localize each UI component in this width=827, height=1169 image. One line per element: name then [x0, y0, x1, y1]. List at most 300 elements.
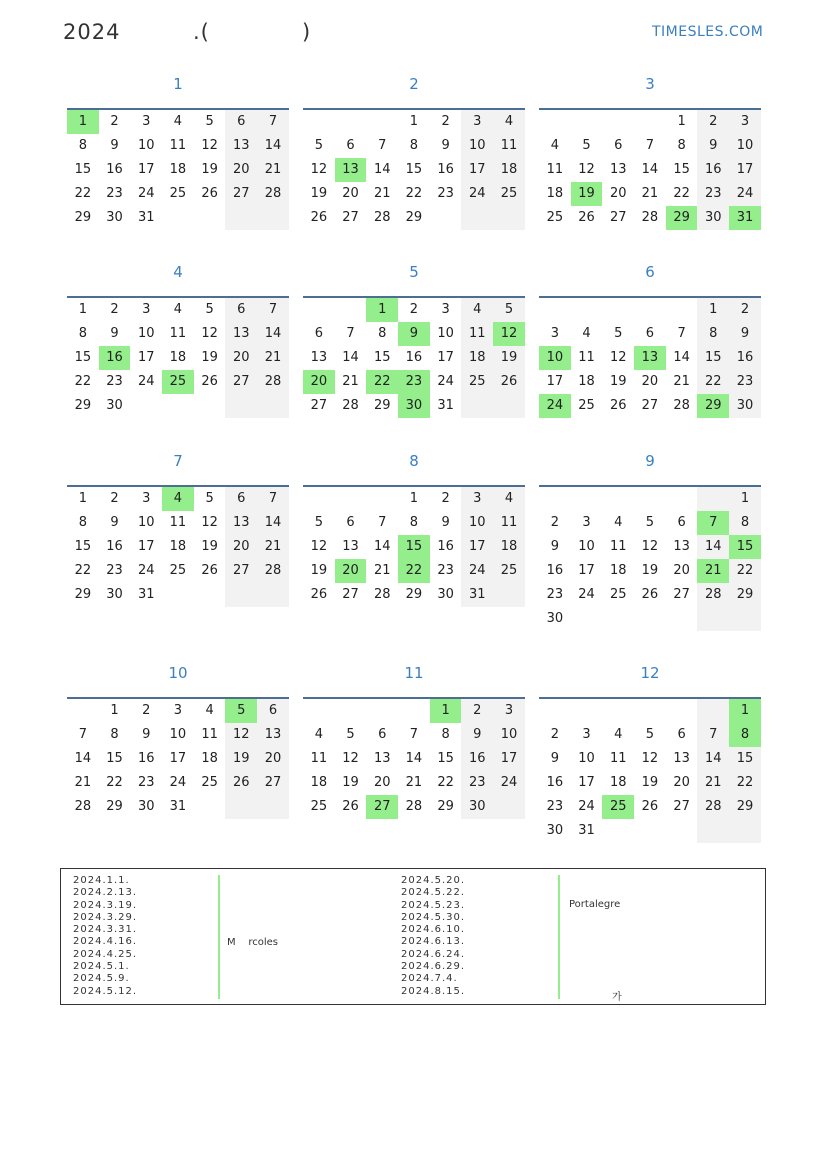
day-cell[interactable]: 1 [409, 114, 419, 129]
day-cell[interactable]: 23 [729, 370, 761, 394]
day-cell[interactable]: 1 [697, 298, 729, 322]
day-cell[interactable]: 16 [461, 747, 493, 771]
day-cell[interactable]: 17 [137, 162, 155, 177]
day-cell[interactable]: 4 [205, 703, 214, 718]
day-cell[interactable]: 25 [201, 775, 218, 790]
day-cell[interactable]: 1 [677, 114, 686, 129]
holiday-day[interactable]: 25 [162, 370, 194, 394]
day-cell[interactable]: 22 [673, 186, 690, 201]
day-cell[interactable]: 18 [609, 775, 627, 790]
day-cell[interactable]: 3 [550, 326, 559, 341]
day-cell[interactable]: 16 [729, 346, 761, 370]
day-cell[interactable]: 2 [441, 114, 450, 129]
day-cell[interactable]: 11 [546, 162, 564, 177]
day-cell[interactable]: 17 [461, 535, 493, 559]
holiday-day[interactable]: 29 [697, 394, 729, 418]
day-cell[interactable]: 16 [546, 775, 564, 790]
holiday-day[interactable]: 1 [430, 699, 462, 723]
day-cell[interactable]: 3 [142, 114, 151, 129]
day-cell[interactable]: 13 [225, 511, 257, 535]
holiday-day[interactable]: 9 [398, 322, 430, 346]
day-cell[interactable]: 3 [582, 727, 591, 742]
day-cell[interactable]: 12 [641, 539, 659, 554]
day-cell[interactable]: 14 [257, 322, 289, 346]
day-cell[interactable]: 21 [257, 346, 289, 370]
day-cell[interactable]: 5 [314, 138, 323, 153]
day-cell[interactable]: 16 [106, 162, 123, 177]
day-cell[interactable]: 14 [697, 535, 729, 559]
day-cell[interactable]: 15 [697, 346, 729, 370]
day-cell[interactable]: 15 [729, 747, 761, 771]
day-cell[interactable]: 7 [78, 727, 87, 742]
holiday-day[interactable]: 12 [493, 322, 525, 346]
day-cell[interactable]: 2 [110, 114, 119, 129]
day-cell[interactable]: 11 [578, 350, 595, 365]
holiday-day[interactable]: 7 [697, 511, 729, 535]
day-cell[interactable]: 28 [641, 210, 659, 225]
day-cell[interactable]: 29 [405, 210, 423, 225]
day-cell[interactable]: 13 [310, 350, 328, 365]
day-cell[interactable]: 15 [74, 350, 92, 365]
day-cell[interactable]: 21 [673, 374, 690, 389]
day-cell[interactable]: 8 [409, 515, 419, 530]
day-cell[interactable]: 31 [578, 823, 595, 838]
day-cell[interactable]: 4 [614, 515, 623, 530]
day-cell[interactable]: 10 [729, 134, 761, 158]
day-cell[interactable]: 18 [169, 539, 187, 554]
day-cell[interactable]: 13 [373, 751, 391, 766]
day-cell[interactable]: 2 [110, 302, 119, 317]
day-cell[interactable]: 23 [437, 563, 454, 578]
day-cell[interactable]: 31 [437, 398, 454, 413]
day-cell[interactable]: 29 [74, 587, 92, 602]
day-cell[interactable]: 24 [137, 563, 155, 578]
day-cell[interactable]: 3 [461, 487, 493, 511]
day-cell[interactable]: 27 [609, 210, 627, 225]
day-cell[interactable]: 27 [225, 559, 257, 583]
day-cell[interactable]: 23 [437, 186, 454, 201]
day-cell[interactable]: 2 [409, 302, 419, 317]
day-cell[interactable]: 11 [169, 326, 187, 341]
day-cell[interactable]: 10 [137, 326, 155, 341]
day-cell[interactable]: 22 [74, 374, 92, 389]
day-cell[interactable]: 2 [697, 110, 729, 134]
day-cell[interactable]: 5 [645, 515, 655, 530]
day-cell[interactable]: 13 [257, 723, 289, 747]
day-cell[interactable]: 22 [74, 563, 92, 578]
day-cell[interactable]: 1 [409, 491, 419, 506]
day-cell[interactable]: 28 [673, 398, 690, 413]
day-cell[interactable]: 25 [461, 370, 493, 394]
day-cell[interactable]: 5 [205, 114, 214, 129]
day-cell[interactable]: 30 [697, 206, 729, 230]
day-cell[interactable]: 15 [437, 751, 454, 766]
day-cell[interactable]: 11 [493, 511, 525, 535]
day-cell[interactable]: 8 [78, 138, 87, 153]
day-cell[interactable]: 9 [110, 138, 119, 153]
day-cell[interactable]: 20 [225, 535, 257, 559]
day-cell[interactable]: 31 [137, 587, 155, 602]
day-cell[interactable]: 13 [609, 162, 627, 177]
day-cell[interactable]: 7 [677, 326, 686, 341]
day-cell[interactable]: 12 [310, 539, 328, 554]
day-cell[interactable]: 26 [201, 374, 218, 389]
day-cell[interactable]: 1 [78, 302, 87, 317]
day-cell[interactable]: 6 [346, 138, 355, 153]
day-cell[interactable]: 9 [110, 515, 119, 530]
day-cell[interactable]: 21 [697, 771, 729, 795]
day-cell[interactable]: 16 [405, 350, 423, 365]
day-cell[interactable]: 17 [493, 747, 525, 771]
day-cell[interactable]: 26 [201, 563, 218, 578]
day-cell[interactable]: 18 [546, 186, 564, 201]
day-cell[interactable]: 28 [342, 398, 359, 413]
day-cell[interactable]: 28 [257, 370, 289, 394]
day-cell[interactable]: 15 [74, 162, 92, 177]
day-cell[interactable]: 14 [405, 751, 423, 766]
day-cell[interactable]: 27 [310, 398, 328, 413]
day-cell[interactable]: 16 [437, 162, 454, 177]
holiday-day[interactable]: 23 [398, 370, 430, 394]
day-cell[interactable]: 12 [201, 326, 218, 341]
day-cell[interactable]: 28 [74, 799, 92, 814]
day-cell[interactable]: 31 [169, 799, 187, 814]
day-cell[interactable]: 4 [614, 727, 623, 742]
day-cell[interactable]: 25 [493, 182, 525, 206]
day-cell[interactable]: 5 [346, 727, 355, 742]
day-cell[interactable]: 19 [493, 346, 525, 370]
day-cell[interactable]: 23 [106, 563, 123, 578]
day-cell[interactable]: 6 [314, 326, 323, 341]
day-cell[interactable]: 20 [373, 775, 391, 790]
day-cell[interactable]: 10 [493, 723, 525, 747]
day-cell[interactable]: 9 [441, 138, 450, 153]
day-cell[interactable]: 6 [378, 727, 387, 742]
day-cell[interactable]: 21 [373, 563, 391, 578]
day-cell[interactable]: 3 [729, 110, 761, 134]
holiday-day[interactable]: 1 [366, 298, 398, 322]
day-cell[interactable]: 29 [74, 398, 92, 413]
holiday-day[interactable]: 16 [99, 346, 131, 370]
day-cell[interactable]: 6 [645, 326, 655, 341]
day-cell[interactable]: 11 [609, 539, 627, 554]
day-cell[interactable]: 17 [461, 158, 493, 182]
day-cell[interactable]: 18 [493, 535, 525, 559]
day-cell[interactable]: 24 [169, 775, 187, 790]
day-cell[interactable]: 8 [78, 515, 87, 530]
day-cell[interactable]: 7 [346, 326, 355, 341]
day-cell[interactable]: 15 [673, 162, 690, 177]
day-cell[interactable]: 17 [729, 158, 761, 182]
holiday-day[interactable]: 29 [666, 206, 698, 230]
day-cell[interactable]: 7 [257, 298, 289, 322]
day-cell[interactable]: 24 [493, 771, 525, 795]
day-cell[interactable]: 27 [673, 587, 690, 602]
day-cell[interactable]: 14 [697, 747, 729, 771]
day-cell[interactable]: 11 [310, 751, 328, 766]
day-cell[interactable]: 18 [169, 162, 187, 177]
day-cell[interactable]: 19 [609, 374, 627, 389]
day-cell[interactable]: 4 [550, 138, 559, 153]
day-cell[interactable]: 29 [437, 799, 454, 814]
day-cell[interactable]: 10 [461, 134, 493, 158]
day-cell[interactable]: 27 [673, 799, 690, 814]
holiday-day[interactable]: 22 [366, 370, 398, 394]
day-cell[interactable]: 30 [546, 611, 564, 626]
day-cell[interactable]: 19 [310, 563, 328, 578]
day-cell[interactable]: 6 [677, 515, 686, 530]
day-cell[interactable]: 29 [729, 583, 761, 607]
day-cell[interactable]: 2 [441, 491, 450, 506]
holiday-day[interactable]: 31 [729, 206, 761, 230]
day-cell[interactable]: 29 [729, 795, 761, 819]
day-cell[interactable]: 28 [697, 583, 729, 607]
day-cell[interactable]: 9 [697, 134, 729, 158]
day-cell[interactable]: 19 [310, 186, 328, 201]
day-cell[interactable]: 18 [461, 346, 493, 370]
day-cell[interactable]: 10 [461, 511, 493, 535]
day-cell[interactable]: 23 [106, 374, 123, 389]
day-cell[interactable]: 26 [310, 587, 328, 602]
day-cell[interactable]: 4 [173, 302, 183, 317]
day-cell[interactable]: 20 [225, 158, 257, 182]
day-cell[interactable]: 28 [257, 559, 289, 583]
day-cell[interactable]: 24 [578, 587, 595, 602]
day-cell[interactable]: 24 [729, 182, 761, 206]
day-cell[interactable]: 16 [697, 158, 729, 182]
day-cell[interactable]: 13 [342, 539, 359, 554]
day-cell[interactable]: 13 [673, 539, 690, 554]
day-cell[interactable]: 22 [106, 775, 123, 790]
day-cell[interactable]: 17 [169, 751, 187, 766]
day-cell[interactable]: 5 [205, 302, 214, 317]
day-cell[interactable]: 30 [106, 398, 123, 413]
day-cell[interactable]: 14 [257, 511, 289, 535]
day-cell[interactable]: 10 [169, 727, 187, 742]
day-cell[interactable]: 20 [673, 775, 690, 790]
day-cell[interactable]: 22 [405, 186, 423, 201]
day-cell[interactable]: 13 [673, 751, 690, 766]
day-cell[interactable]: 25 [310, 799, 328, 814]
day-cell[interactable]: 28 [697, 795, 729, 819]
day-cell[interactable]: 18 [169, 350, 187, 365]
holiday-day[interactable]: 5 [225, 699, 257, 723]
day-cell[interactable]: 30 [137, 799, 155, 814]
day-cell[interactable]: 7 [378, 138, 387, 153]
day-cell[interactable]: 18 [310, 775, 328, 790]
day-cell[interactable]: 12 [609, 350, 627, 365]
day-cell[interactable]: 16 [137, 751, 155, 766]
day-cell[interactable]: 9 [461, 723, 493, 747]
day-cell[interactable]: 18 [201, 751, 218, 766]
day-cell[interactable]: 23 [546, 587, 564, 602]
day-cell[interactable]: 4 [314, 727, 323, 742]
day-cell[interactable]: 14 [74, 751, 92, 766]
day-cell[interactable]: 12 [641, 751, 659, 766]
day-cell[interactable]: 26 [641, 799, 659, 814]
day-cell[interactable]: 8 [409, 138, 419, 153]
day-cell[interactable]: 9 [550, 751, 559, 766]
day-cell[interactable]: 12 [201, 138, 218, 153]
holiday-day[interactable]: 4 [162, 487, 194, 511]
brand-logo[interactable]: TIMESLES.COM [652, 24, 764, 40]
day-cell[interactable]: 30 [546, 823, 564, 838]
day-cell[interactable]: 11 [461, 322, 493, 346]
day-cell[interactable]: 30 [461, 795, 493, 819]
day-cell[interactable]: 11 [493, 134, 525, 158]
day-cell[interactable]: 29 [373, 398, 391, 413]
day-cell[interactable]: 17 [437, 350, 454, 365]
day-cell[interactable]: 24 [578, 799, 595, 814]
day-cell[interactable]: 8 [78, 326, 87, 341]
day-cell[interactable]: 19 [641, 775, 659, 790]
day-cell[interactable]: 25 [169, 186, 187, 201]
day-cell[interactable]: 8 [441, 727, 450, 742]
day-cell[interactable]: 3 [142, 491, 151, 506]
day-cell[interactable]: 4 [173, 114, 183, 129]
day-cell[interactable]: 3 [493, 699, 525, 723]
day-cell[interactable]: 17 [137, 350, 155, 365]
day-cell[interactable]: 12 [578, 162, 595, 177]
holiday-day[interactable]: 13 [335, 158, 367, 182]
day-cell[interactable]: 16 [437, 539, 454, 554]
day-cell[interactable]: 11 [201, 727, 218, 742]
day-cell[interactable]: 31 [137, 210, 155, 225]
day-cell[interactable]: 21 [342, 374, 359, 389]
day-cell[interactable]: 6 [225, 487, 257, 511]
holiday-day[interactable]: 10 [539, 346, 571, 370]
day-cell[interactable]: 22 [729, 559, 761, 583]
day-cell[interactable]: 27 [641, 398, 659, 413]
day-cell[interactable]: 14 [342, 350, 359, 365]
day-cell[interactable]: 11 [169, 515, 187, 530]
day-cell[interactable]: 1 [729, 487, 761, 511]
day-cell[interactable]: 30 [106, 210, 123, 225]
day-cell[interactable]: 10 [578, 539, 595, 554]
day-cell[interactable]: 25 [169, 563, 187, 578]
day-cell[interactable]: 26 [609, 398, 627, 413]
day-cell[interactable]: 24 [437, 374, 454, 389]
day-cell[interactable]: 25 [493, 559, 525, 583]
holiday-day[interactable]: 22 [398, 559, 430, 583]
day-cell[interactable]: 8 [697, 322, 729, 346]
holiday-day[interactable]: 1 [729, 699, 761, 723]
holiday-day[interactable]: 19 [571, 182, 603, 206]
holiday-day[interactable]: 15 [729, 535, 761, 559]
day-cell[interactable]: 2 [550, 515, 559, 530]
day-cell[interactable]: 18 [609, 563, 627, 578]
day-cell[interactable]: 25 [578, 398, 595, 413]
day-cell[interactable]: 4 [493, 487, 525, 511]
day-cell[interactable]: 27 [342, 587, 359, 602]
holiday-day[interactable]: 24 [539, 394, 571, 418]
day-cell[interactable]: 14 [373, 539, 391, 554]
day-cell[interactable]: 3 [461, 110, 493, 134]
day-cell[interactable]: 8 [729, 511, 761, 535]
day-cell[interactable]: 28 [373, 587, 391, 602]
day-cell[interactable]: 20 [257, 747, 289, 771]
day-cell[interactable]: 6 [614, 138, 623, 153]
day-cell[interactable]: 20 [641, 374, 659, 389]
day-cell[interactable]: 31 [461, 583, 493, 607]
day-cell[interactable]: 14 [257, 134, 289, 158]
day-cell[interactable]: 29 [74, 210, 92, 225]
day-cell[interactable]: 10 [137, 515, 155, 530]
day-cell[interactable]: 1 [110, 703, 119, 718]
day-cell[interactable]: 3 [173, 703, 183, 718]
day-cell[interactable]: 23 [461, 771, 493, 795]
day-cell[interactable]: 7 [697, 723, 729, 747]
day-cell[interactable]: 7 [257, 487, 289, 511]
day-cell[interactable]: 26 [641, 587, 659, 602]
holiday-day[interactable]: 15 [398, 535, 430, 559]
day-cell[interactable]: 9 [142, 727, 151, 742]
day-cell[interactable]: 7 [378, 515, 387, 530]
day-cell[interactable]: 17 [137, 539, 155, 554]
day-cell[interactable]: 27 [225, 182, 257, 206]
day-cell[interactable]: 6 [225, 110, 257, 134]
day-cell[interactable]: 2 [461, 699, 493, 723]
day-cell[interactable]: 2 [550, 727, 559, 742]
day-cell[interactable]: 3 [142, 302, 151, 317]
day-cell[interactable]: 14 [373, 162, 391, 177]
day-cell[interactable]: 23 [106, 186, 123, 201]
holiday-day[interactable]: 8 [729, 723, 761, 747]
day-cell[interactable]: 17 [546, 374, 564, 389]
day-cell[interactable]: 4 [461, 298, 493, 322]
day-cell[interactable]: 25 [546, 210, 564, 225]
day-cell[interactable]: 18 [578, 374, 595, 389]
day-cell[interactable]: 2 [729, 298, 761, 322]
day-cell[interactable]: 7 [645, 138, 655, 153]
day-cell[interactable]: 5 [205, 491, 214, 506]
day-cell[interactable]: 29 [106, 799, 123, 814]
day-cell[interactable]: 12 [201, 515, 218, 530]
day-cell[interactable]: 3 [441, 302, 450, 317]
day-cell[interactable]: 27 [257, 771, 289, 795]
day-cell[interactable]: 6 [677, 727, 686, 742]
day-cell[interactable]: 13 [225, 134, 257, 158]
day-cell[interactable]: 26 [225, 771, 257, 795]
day-cell[interactable]: 5 [582, 138, 591, 153]
day-cell[interactable]: 21 [257, 535, 289, 559]
day-cell[interactable]: 22 [697, 370, 729, 394]
day-cell[interactable]: 22 [437, 775, 454, 790]
day-cell[interactable]: 9 [110, 326, 119, 341]
day-cell[interactable]: 30 [729, 394, 761, 418]
day-cell[interactable]: 15 [405, 162, 423, 177]
day-cell[interactable]: 27 [342, 210, 359, 225]
day-cell[interactable]: 14 [641, 162, 659, 177]
day-cell[interactable]: 5 [645, 727, 655, 742]
day-cell[interactable]: 23 [137, 775, 155, 790]
day-cell[interactable]: 6 [225, 298, 257, 322]
day-cell[interactable]: 11 [609, 751, 627, 766]
day-cell[interactable]: 17 [578, 775, 595, 790]
day-cell[interactable]: 8 [378, 326, 387, 341]
day-cell[interactable]: 19 [225, 747, 257, 771]
day-cell[interactable]: 2 [142, 703, 151, 718]
day-cell[interactable]: 1 [78, 491, 87, 506]
day-cell[interactable]: 21 [74, 775, 92, 790]
day-cell[interactable]: 7 [409, 727, 419, 742]
day-cell[interactable]: 24 [137, 186, 155, 201]
day-cell[interactable]: 17 [578, 563, 595, 578]
day-cell[interactable]: 4 [582, 326, 591, 341]
day-cell[interactable]: 19 [342, 775, 359, 790]
day-cell[interactable]: 26 [493, 370, 525, 394]
day-cell[interactable]: 26 [342, 799, 359, 814]
